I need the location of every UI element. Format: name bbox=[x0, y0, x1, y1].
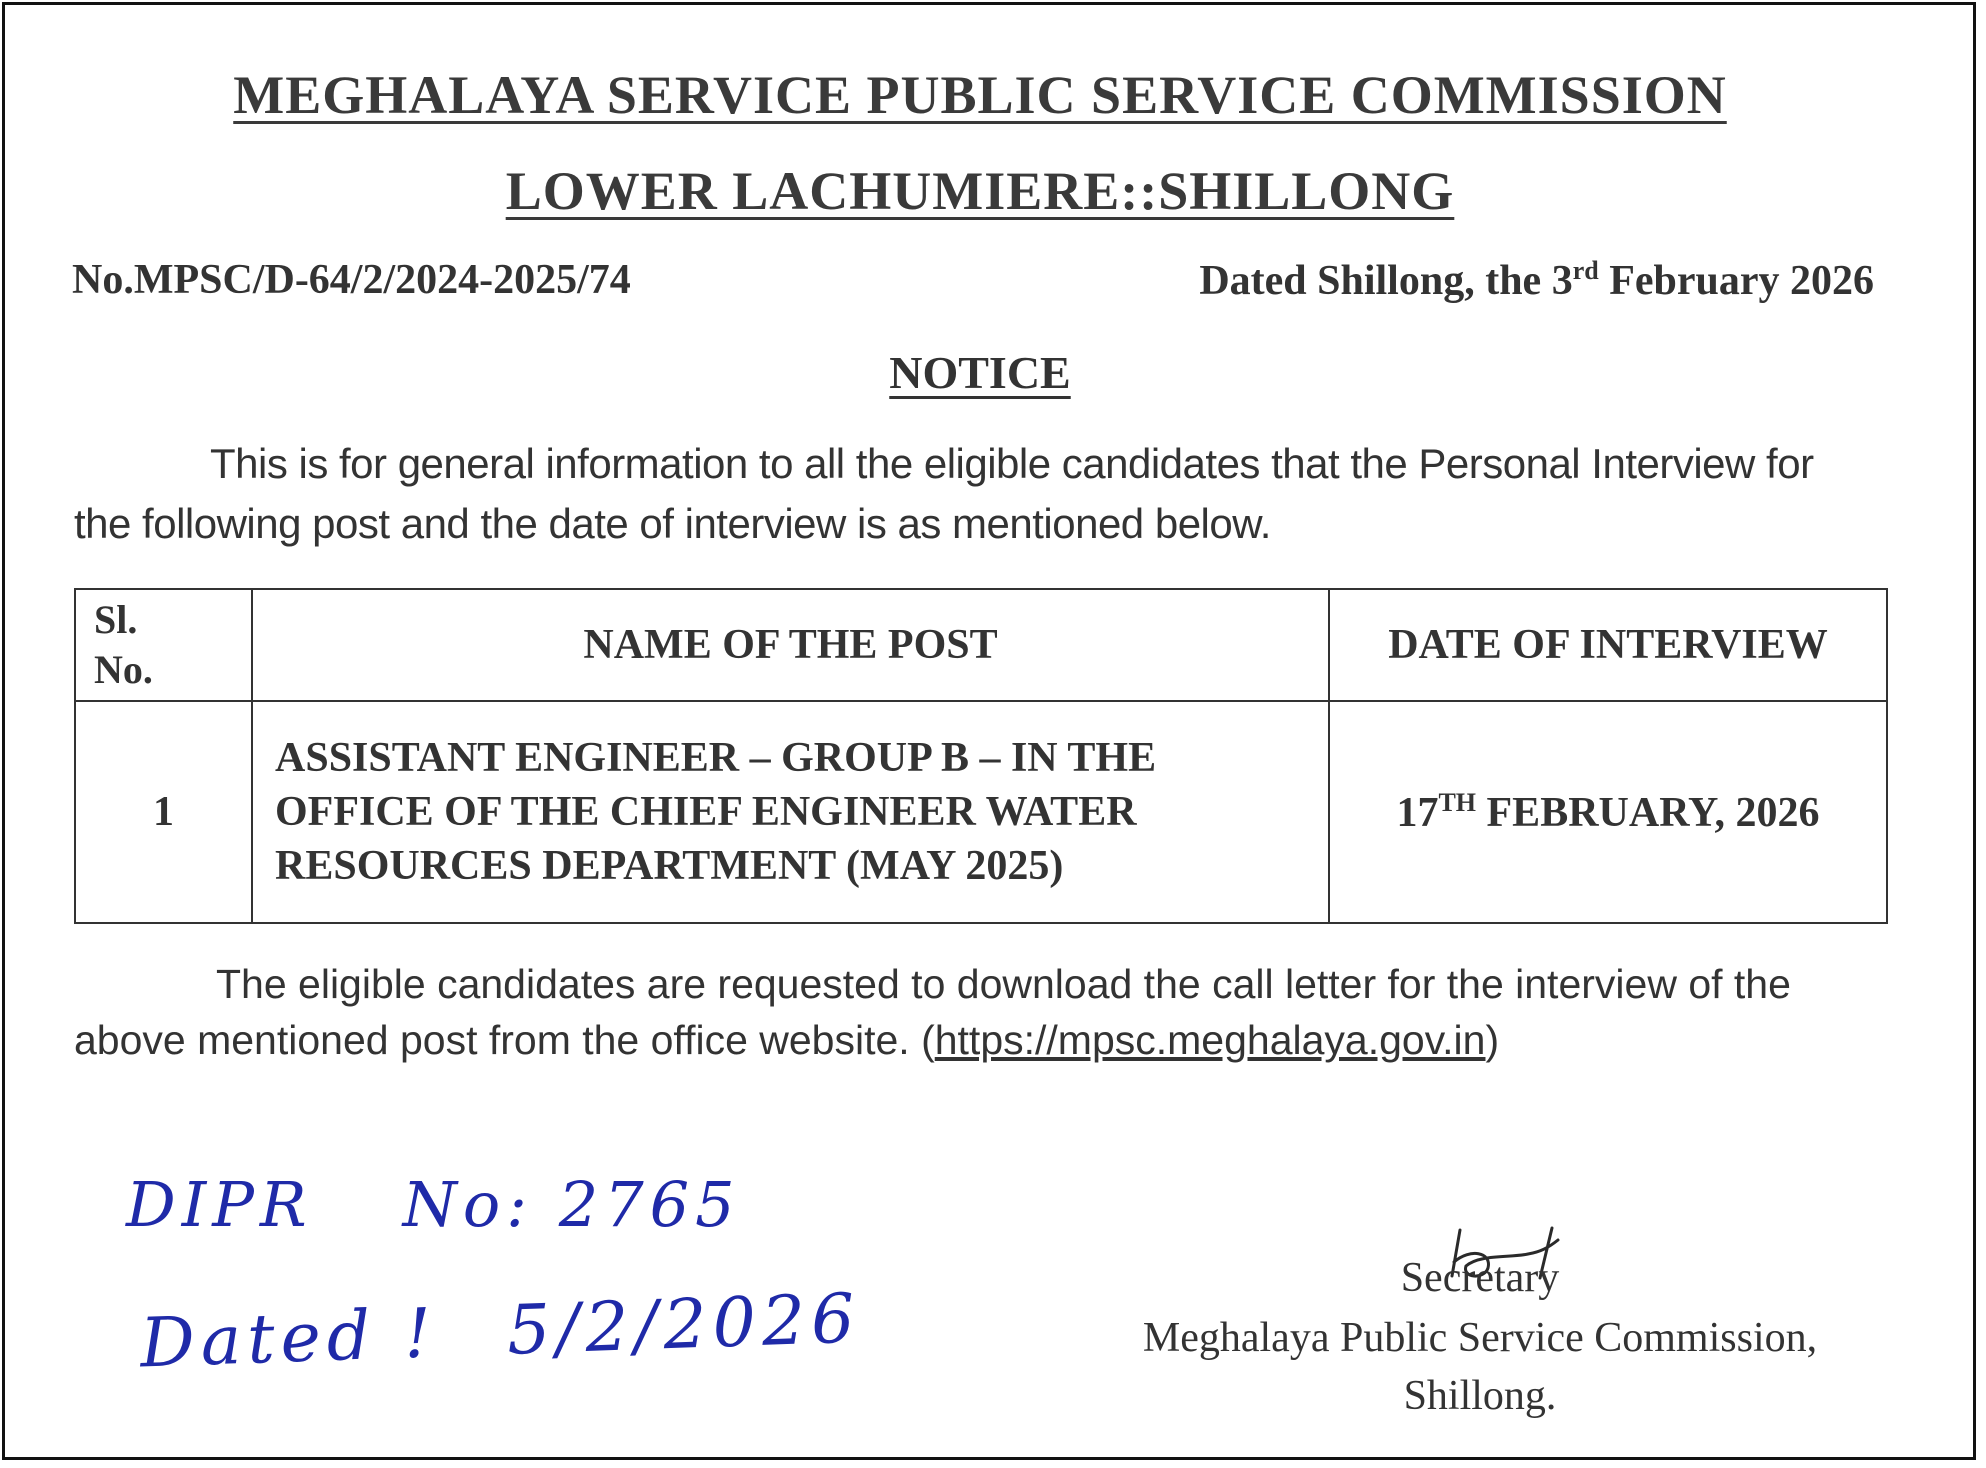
date-prefix: Dated Shillong, the 3 bbox=[1199, 258, 1573, 304]
header-interview-date: DATE OF INTERVIEW bbox=[1329, 589, 1887, 701]
reference-date bbox=[1199, 256, 1874, 305]
handwritten-date: 5/2/2026 bbox=[505, 1279, 862, 1371]
website-link[interactable]: https://mpsc.meghalaya.gov.in bbox=[934, 1017, 1486, 1063]
header-sl-line2: No. bbox=[94, 647, 153, 692]
row-interview-date bbox=[1329, 701, 1887, 923]
closing-paragraph bbox=[74, 956, 1874, 1068]
interview-day: 17 bbox=[1396, 789, 1439, 836]
interview-date-rest: FEBRUARY, 2026 bbox=[1476, 789, 1820, 836]
table-header-row bbox=[75, 589, 1887, 701]
notice-intro-text: This is for general information to all the eligible candidates that the Personal Interview for the following post and the date of interview is as mentioned below. bbox=[74, 440, 1814, 547]
closing-paren: ) bbox=[1485, 1017, 1500, 1063]
notice-intro-paragraph bbox=[74, 434, 1854, 554]
handwritten-dated-label: Dated ! bbox=[138, 1294, 439, 1384]
post-line-3: RESOURCES DEPARTMENT (MAY 2025) bbox=[275, 843, 1064, 889]
date-rest: February 2026 bbox=[1598, 258, 1874, 304]
date-ordinal: rd bbox=[1572, 256, 1599, 285]
interview-schedule-table bbox=[74, 588, 1888, 924]
commission-heading: MEGHALAYA SERVICE PUBLIC SERVICE COMMISSION bbox=[233, 65, 1727, 125]
row-post-name bbox=[252, 701, 1329, 923]
signatory-organization: Meghalaya Public Service Commission, bbox=[1142, 1315, 1818, 1361]
notice-title: NOTICE bbox=[889, 347, 1071, 398]
handwritten-dipr-number bbox=[126, 1168, 741, 1241]
post-line-1: ASSISTANT ENGINEER – GROUP B – IN THE bbox=[275, 735, 1157, 781]
post-line-2: OFFICE OF THE CHIEF ENGINEER WATER bbox=[275, 789, 1137, 835]
signatory-title: Secretary bbox=[1400, 1255, 1560, 1301]
closing-text: The eligible candidates are requested to download the call letter for the interview of the above mentioned post from the office website. ( bbox=[74, 961, 1791, 1063]
handwritten-number: No: 2765 bbox=[402, 1168, 741, 1241]
header-sl-no bbox=[75, 589, 252, 701]
handwritten-dipr: DIPR bbox=[126, 1168, 313, 1241]
table-row bbox=[75, 701, 1887, 923]
header-sl-line1: Sl. bbox=[94, 597, 138, 642]
commission-address: LOWER LACHUMIERE::SHILLONG bbox=[505, 161, 1455, 221]
reference-number: No.MPSC/D-64/2/2024-2025/74 bbox=[72, 257, 631, 303]
signatory-city: Shillong. bbox=[1403, 1373, 1557, 1419]
row-sl-no: 1 bbox=[75, 701, 252, 923]
header-post-name: NAME OF THE POST bbox=[252, 589, 1329, 701]
interview-day-ordinal: TH bbox=[1438, 787, 1477, 817]
